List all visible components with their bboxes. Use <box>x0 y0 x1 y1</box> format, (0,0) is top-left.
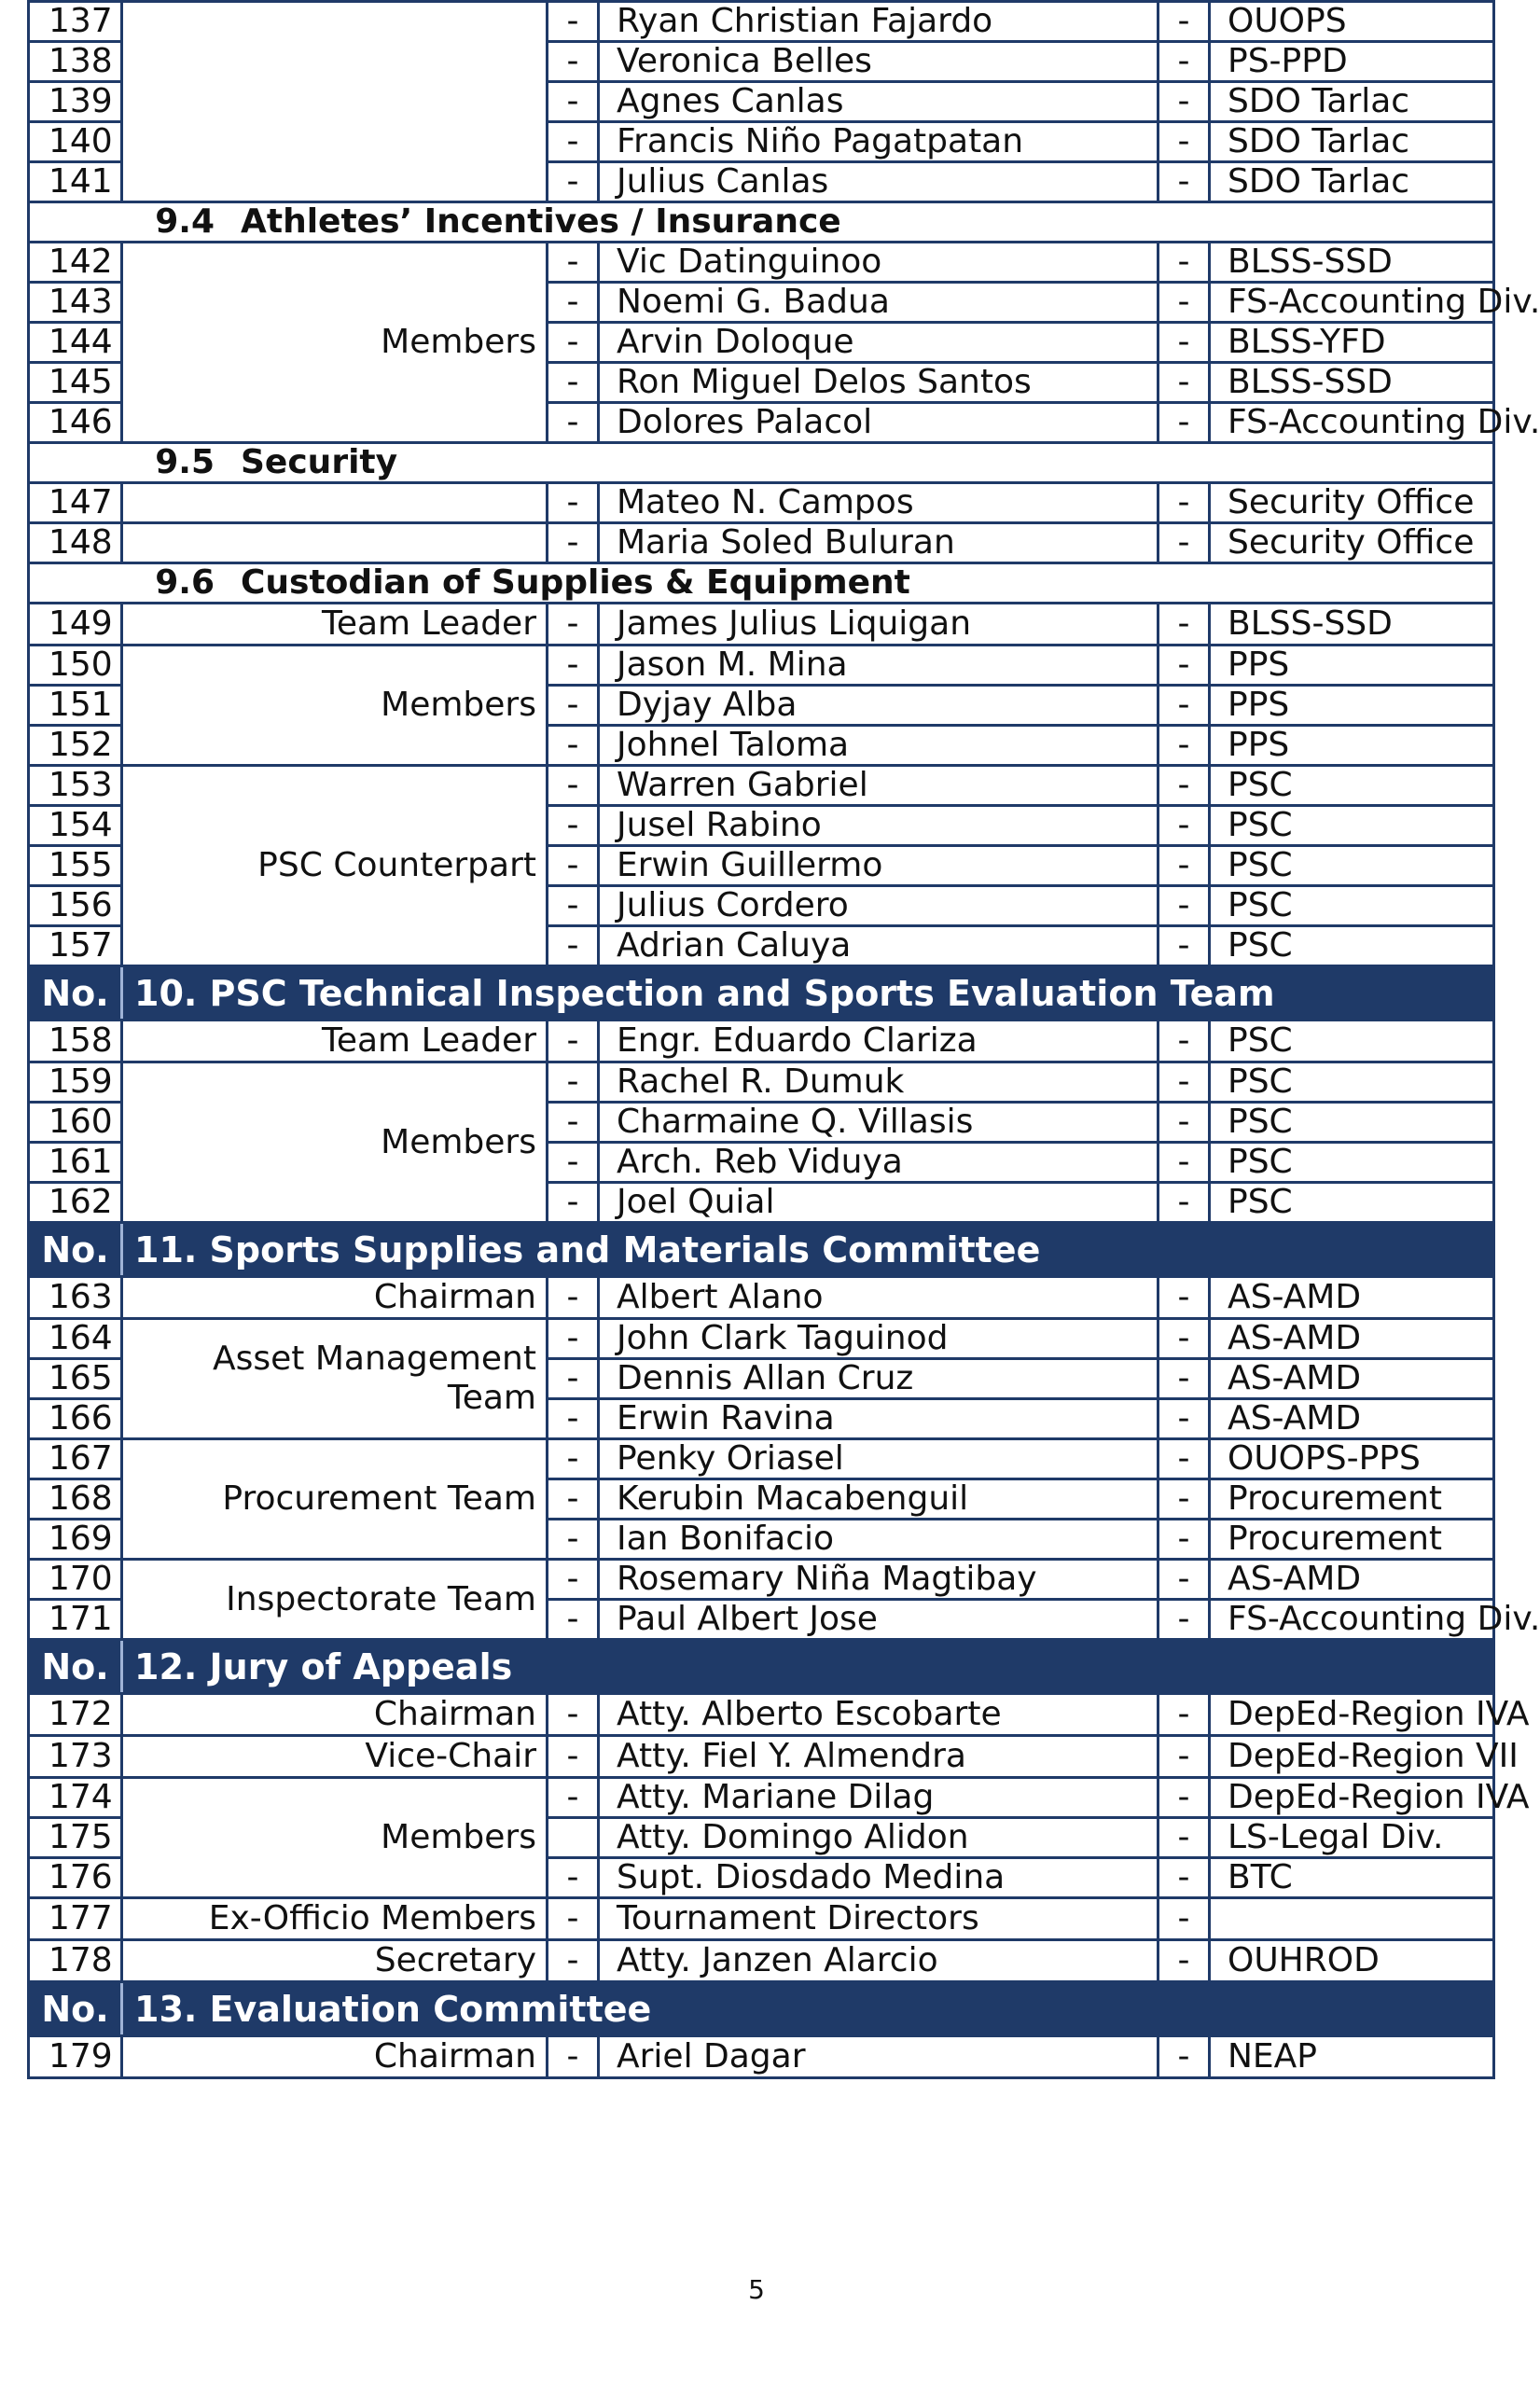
row-number: 142 <box>29 243 122 283</box>
dash-separator: - <box>548 363 599 403</box>
office-name: LS-Legal Div. <box>1210 1818 1494 1858</box>
dash-separator: - <box>548 1183 599 1223</box>
role-cell: PSC Counterpart <box>122 766 548 966</box>
dash-separator: - <box>548 2 599 42</box>
dash-separator: - <box>548 1940 599 1982</box>
row-number: 162 <box>29 1183 122 1223</box>
office-name: AS-AMD <box>1210 1319 1494 1359</box>
row-number: 148 <box>29 523 122 563</box>
dash-separator: - <box>548 243 599 283</box>
dash-separator: - <box>548 1143 599 1183</box>
member-name: Dyjay Alba <box>599 686 1158 726</box>
member-name: Ian Bonifacio <box>599 1520 1158 1560</box>
dash-separator: - <box>1158 483 1210 523</box>
office-name: DepEd-Region VII <box>1210 1736 1494 1778</box>
table-row <box>29 604 1494 646</box>
dash-separator <box>548 1818 599 1858</box>
office-name: PSC <box>1210 1062 1494 1103</box>
row-number: 143 <box>29 283 122 323</box>
row-number: 171 <box>29 1600 122 1640</box>
row-number: 177 <box>29 1898 122 1940</box>
section-header <box>29 1982 1494 2036</box>
role-cell: Members <box>122 243 548 443</box>
dash-separator: - <box>548 926 599 966</box>
section-title: 10. PSC Technical Inspection and Sports Evaluation Team <box>122 966 1494 1020</box>
row-number: 147 <box>29 483 122 523</box>
dash-separator: - <box>1158 1940 1210 1982</box>
subsection-header <box>29 443 1494 483</box>
dash-separator: - <box>548 646 599 686</box>
member-name: Joel Quial <box>599 1183 1158 1223</box>
office-name: PPS <box>1210 646 1494 686</box>
row-number: 167 <box>29 1439 122 1479</box>
section-header <box>29 966 1494 1020</box>
table-row <box>29 2036 1494 2078</box>
row-number: 161 <box>29 1143 122 1183</box>
dash-separator: - <box>548 1858 599 1898</box>
dash-separator: - <box>1158 726 1210 766</box>
dash-separator: - <box>1158 1183 1210 1223</box>
office-name: DepEd-Region IVA <box>1210 1778 1494 1818</box>
row-number: 164 <box>29 1319 122 1359</box>
member-name: Rachel R. Dumuk <box>599 1062 1158 1103</box>
member-name: Supt. Diosdado Medina <box>599 1858 1158 1898</box>
row-number: 153 <box>29 766 122 806</box>
row-number: 169 <box>29 1520 122 1560</box>
committee-roster <box>27 0 1540 2079</box>
dash-separator: - <box>1158 1778 1210 1818</box>
dash-separator: - <box>548 1020 599 1062</box>
dash-separator: - <box>1158 1520 1210 1560</box>
table-row <box>29 2 1494 42</box>
dash-separator: - <box>548 886 599 926</box>
member-name: Johnel Taloma <box>599 726 1158 766</box>
row-number: 144 <box>29 323 122 363</box>
dash-separator: - <box>548 1479 599 1520</box>
row-number: 175 <box>29 1818 122 1858</box>
office-name: NEAP <box>1210 2036 1494 2078</box>
office-name: PS-PPD <box>1210 42 1494 82</box>
member-name: John Clark Taguinod <box>599 1319 1158 1359</box>
row-number: 157 <box>29 926 122 966</box>
subsection-title: Security <box>241 443 398 481</box>
row-number: 155 <box>29 846 122 886</box>
role-cell: Chairman <box>122 1277 548 1319</box>
section-no-label: No. <box>29 1223 122 1277</box>
subsection-title-cell <box>29 563 1494 604</box>
dash-separator: - <box>1158 243 1210 283</box>
dash-separator: - <box>1158 363 1210 403</box>
dash-separator: - <box>548 846 599 886</box>
role-cell: Team Leader <box>122 1020 548 1062</box>
office-name: BLSS-SSD <box>1210 243 1494 283</box>
office-name: BLSS-YFD <box>1210 323 1494 363</box>
dash-separator: - <box>1158 283 1210 323</box>
row-number: 154 <box>29 806 122 846</box>
office-name: AS-AMD <box>1210 1399 1494 1439</box>
office-name: Procurement <box>1210 1520 1494 1560</box>
role-cell: Team Leader <box>122 604 548 646</box>
table-row <box>29 243 1494 283</box>
role-cell: Ex-Officio Members <box>122 1898 548 1940</box>
subsection-number: 9.5 <box>155 443 215 481</box>
dash-separator: - <box>548 1319 599 1359</box>
office-name: Security Office <box>1210 483 1494 523</box>
row-number: 137 <box>29 2 122 42</box>
table-row <box>29 1940 1494 1982</box>
office-name: PSC <box>1210 1143 1494 1183</box>
row-number: 173 <box>29 1736 122 1778</box>
member-name: Ron Miguel Delos Santos <box>599 363 1158 403</box>
subsection-title: Athletes’ Incentives / Insurance <box>241 202 841 241</box>
member-name: Maria Soled Buluran <box>599 523 1158 563</box>
table-row <box>29 1020 1494 1062</box>
role-cell: Chairman <box>122 2036 548 2078</box>
dash-separator: - <box>1158 1359 1210 1399</box>
dash-separator: - <box>1158 122 1210 162</box>
row-number: 159 <box>29 1062 122 1103</box>
dash-separator: - <box>1158 1143 1210 1183</box>
member-name: Mateo N. Campos <box>599 483 1158 523</box>
role-cell: Vice-Chair <box>122 1736 548 1778</box>
member-name: Julius Cordero <box>599 886 1158 926</box>
dash-separator: - <box>1158 846 1210 886</box>
table-row <box>29 483 1494 523</box>
table-row <box>29 1898 1494 1940</box>
dash-separator: - <box>548 162 599 202</box>
office-name: PSC <box>1210 1103 1494 1143</box>
member-name: Kerubin Macabenguil <box>599 1479 1158 1520</box>
table-row <box>29 1778 1494 1818</box>
dash-separator: - <box>1158 926 1210 966</box>
row-number: 174 <box>29 1778 122 1818</box>
dash-separator: - <box>548 604 599 646</box>
role-cell: Chairman <box>122 1694 548 1736</box>
row-number: 138 <box>29 42 122 82</box>
office-name: AS-AMD <box>1210 1560 1494 1600</box>
subsection-number: 9.6 <box>155 563 215 602</box>
role-cell: Secretary <box>122 1940 548 1982</box>
dash-separator: - <box>1158 1858 1210 1898</box>
member-name: Arch. Reb Viduya <box>599 1143 1158 1183</box>
subsection-title-cell <box>29 202 1494 243</box>
row-number: 139 <box>29 82 122 122</box>
office-name: DepEd-Region IVA <box>1210 1694 1494 1736</box>
subsection-title-cell <box>29 443 1494 483</box>
office-name: Procurement <box>1210 1479 1494 1520</box>
row-number: 160 <box>29 1103 122 1143</box>
office-name: BTC <box>1210 1858 1494 1898</box>
dash-separator: - <box>1158 1736 1210 1778</box>
table-row <box>29 1694 1494 1736</box>
row-number: 152 <box>29 726 122 766</box>
member-name: Adrian Caluya <box>599 926 1158 966</box>
member-name: Tournament Directors <box>599 1898 1158 1940</box>
member-name: Jusel Rabino <box>599 806 1158 846</box>
section-no-label: No. <box>29 1640 122 1694</box>
row-number: 140 <box>29 122 122 162</box>
member-name: Ryan Christian Fajardo <box>599 2 1158 42</box>
row-number: 168 <box>29 1479 122 1520</box>
row-number: 141 <box>29 162 122 202</box>
row-number: 170 <box>29 1560 122 1600</box>
member-name: Erwin Ravina <box>599 1399 1158 1439</box>
table-row <box>29 1439 1494 1479</box>
dash-separator: - <box>1158 1898 1210 1940</box>
office-name: SDO Tarlac <box>1210 122 1494 162</box>
office-name: PSC <box>1210 1020 1494 1062</box>
dash-separator: - <box>548 1600 599 1640</box>
section-no-label: No. <box>29 966 122 1020</box>
dash-separator: - <box>1158 686 1210 726</box>
role-cell: Members <box>122 1062 548 1223</box>
row-number: 172 <box>29 1694 122 1736</box>
dash-separator: - <box>1158 1560 1210 1600</box>
row-number: 176 <box>29 1858 122 1898</box>
dash-separator: - <box>548 1520 599 1560</box>
member-name: Atty. Domingo Alidon <box>599 1818 1158 1858</box>
dash-separator: - <box>548 523 599 563</box>
dash-separator: - <box>1158 2 1210 42</box>
role-cell: Inspectorate Team <box>122 1560 548 1640</box>
dash-separator: - <box>1158 1439 1210 1479</box>
dash-separator: - <box>548 1736 599 1778</box>
dash-separator: - <box>1158 1062 1210 1103</box>
dash-separator: - <box>548 283 599 323</box>
row-number: 150 <box>29 646 122 686</box>
office-name: PSC <box>1210 926 1494 966</box>
section-header <box>29 1640 1494 1694</box>
table-row <box>29 646 1494 686</box>
roster-table <box>27 0 1540 2079</box>
member-name: Engr. Eduardo Clariza <box>599 1020 1158 1062</box>
dash-separator: - <box>1158 806 1210 846</box>
table-row <box>29 1062 1494 1103</box>
member-name: Dolores Palacol <box>599 403 1158 443</box>
dash-separator: - <box>1158 523 1210 563</box>
page-number: 5 <box>748 2274 765 2305</box>
member-name: Warren Gabriel <box>599 766 1158 806</box>
row-number: 179 <box>29 2036 122 2078</box>
dash-separator: - <box>1158 403 1210 443</box>
table-row <box>29 766 1494 806</box>
office-name: Security Office <box>1210 523 1494 563</box>
role-cell: Members <box>122 1778 548 1898</box>
dash-separator: - <box>548 1399 599 1439</box>
row-number: 156 <box>29 886 122 926</box>
member-name: Noemi G. Badua <box>599 283 1158 323</box>
dash-separator: - <box>548 1062 599 1103</box>
dash-separator: - <box>548 483 599 523</box>
dash-separator: - <box>548 1277 599 1319</box>
member-name: Paul Albert Jose <box>599 1600 1158 1640</box>
dash-separator: - <box>548 323 599 363</box>
dash-separator: - <box>548 1560 599 1600</box>
table-row <box>29 523 1494 563</box>
dash-separator: - <box>548 1439 599 1479</box>
dash-separator: - <box>548 1103 599 1143</box>
dash-separator: - <box>548 806 599 846</box>
subsection-header <box>29 563 1494 604</box>
member-name: Penky Oriasel <box>599 1439 1158 1479</box>
office-name: FS-Accounting Div. <box>1210 403 1494 443</box>
dash-separator: - <box>1158 2036 1210 2078</box>
dash-separator: - <box>1158 766 1210 806</box>
member-name: Veronica Belles <box>599 42 1158 82</box>
office-name: PSC <box>1210 846 1494 886</box>
dash-separator: - <box>548 1898 599 1940</box>
office-name <box>1210 1898 1494 1940</box>
member-name: Dennis Allan Cruz <box>599 1359 1158 1399</box>
section-title: 13. Evaluation Committee <box>122 1982 1494 2036</box>
table-row <box>29 1277 1494 1319</box>
dash-separator: - <box>1158 1694 1210 1736</box>
office-name: PPS <box>1210 726 1494 766</box>
table-row <box>29 1319 1494 1359</box>
office-name: FS-Accounting Div. <box>1210 1600 1494 1640</box>
dash-separator: - <box>1158 1399 1210 1439</box>
office-name: PSC <box>1210 806 1494 846</box>
dash-separator: - <box>548 1778 599 1818</box>
office-name: BLSS-SSD <box>1210 604 1494 646</box>
subsection-number: 9.4 <box>155 202 215 241</box>
member-name: Francis Niño Pagatpatan <box>599 122 1158 162</box>
dash-separator: - <box>1158 42 1210 82</box>
section-title: 12. Jury of Appeals <box>122 1640 1494 1694</box>
dash-separator: - <box>1158 1020 1210 1062</box>
dash-separator: - <box>1158 1277 1210 1319</box>
role-cell: Procurement Team <box>122 1439 548 1560</box>
dash-separator: - <box>548 726 599 766</box>
dash-separator: - <box>1158 82 1210 122</box>
row-number: 178 <box>29 1940 122 1982</box>
office-name: OUOPS-PPS <box>1210 1439 1494 1479</box>
member-name: Vic Datinguinoo <box>599 243 1158 283</box>
member-name: Jason M. Mina <box>599 646 1158 686</box>
office-name: OUOPS <box>1210 2 1494 42</box>
row-number: 165 <box>29 1359 122 1399</box>
dash-separator: - <box>1158 323 1210 363</box>
office-name: PSC <box>1210 766 1494 806</box>
office-name: BLSS-SSD <box>1210 363 1494 403</box>
table-row <box>29 1560 1494 1600</box>
dash-separator: - <box>548 766 599 806</box>
dash-separator: - <box>548 42 599 82</box>
role-cell <box>122 2 548 202</box>
row-number: 151 <box>29 686 122 726</box>
dash-separator: - <box>1158 604 1210 646</box>
office-name: AS-AMD <box>1210 1359 1494 1399</box>
dash-separator: - <box>548 1694 599 1736</box>
dash-separator: - <box>1158 646 1210 686</box>
office-name: PPS <box>1210 686 1494 726</box>
member-name: Julius Canlas <box>599 162 1158 202</box>
dash-separator: - <box>1158 886 1210 926</box>
member-name: Albert Alano <box>599 1277 1158 1319</box>
row-number: 166 <box>29 1399 122 1439</box>
dash-separator: - <box>1158 1103 1210 1143</box>
role-cell <box>122 483 548 523</box>
dash-separator: - <box>1158 162 1210 202</box>
office-name: OUHROD <box>1210 1940 1494 1982</box>
dash-separator: - <box>548 686 599 726</box>
office-name: SDO Tarlac <box>1210 82 1494 122</box>
member-name: Atty. Fiel Y. Almendra <box>599 1736 1158 1778</box>
role-cell: Members <box>122 646 548 766</box>
section-header <box>29 1223 1494 1277</box>
member-name: Atty. Mariane Dilag <box>599 1778 1158 1818</box>
table-row <box>29 1736 1494 1778</box>
subsection-header <box>29 202 1494 243</box>
section-title: 11. Sports Supplies and Materials Committee <box>122 1223 1494 1277</box>
member-name: Atty. Alberto Escobarte <box>599 1694 1158 1736</box>
member-name: Erwin Guillermo <box>599 846 1158 886</box>
member-name: James Julius Liquigan <box>599 604 1158 646</box>
row-number: 158 <box>29 1020 122 1062</box>
row-number: 146 <box>29 403 122 443</box>
member-name: Rosemary Niña Magtibay <box>599 1560 1158 1600</box>
row-number: 145 <box>29 363 122 403</box>
role-cell: Asset Management Team <box>122 1319 548 1439</box>
office-name: SDO Tarlac <box>1210 162 1494 202</box>
member-name: Charmaine Q. Villasis <box>599 1103 1158 1143</box>
office-name: PSC <box>1210 886 1494 926</box>
office-name: FS-Accounting Div. <box>1210 283 1494 323</box>
member-name: Atty. Janzen Alarcio <box>599 1940 1158 1982</box>
dash-separator: - <box>548 1359 599 1399</box>
dash-separator: - <box>1158 1319 1210 1359</box>
office-name: PSC <box>1210 1183 1494 1223</box>
dash-separator: - <box>1158 1600 1210 1640</box>
row-number: 149 <box>29 604 122 646</box>
dash-separator: - <box>548 82 599 122</box>
dash-separator: - <box>548 2036 599 2078</box>
role-cell <box>122 523 548 563</box>
dash-separator: - <box>1158 1818 1210 1858</box>
row-number: 163 <box>29 1277 122 1319</box>
dash-separator: - <box>1158 1479 1210 1520</box>
dash-separator: - <box>548 122 599 162</box>
member-name: Agnes Canlas <box>599 82 1158 122</box>
subsection-title: Custodian of Supplies & Equipment <box>241 563 910 602</box>
office-name: AS-AMD <box>1210 1277 1494 1319</box>
member-name: Ariel Dagar <box>599 2036 1158 2078</box>
section-no-label: No. <box>29 1982 122 2036</box>
dash-separator: - <box>548 403 599 443</box>
member-name: Arvin Doloque <box>599 323 1158 363</box>
